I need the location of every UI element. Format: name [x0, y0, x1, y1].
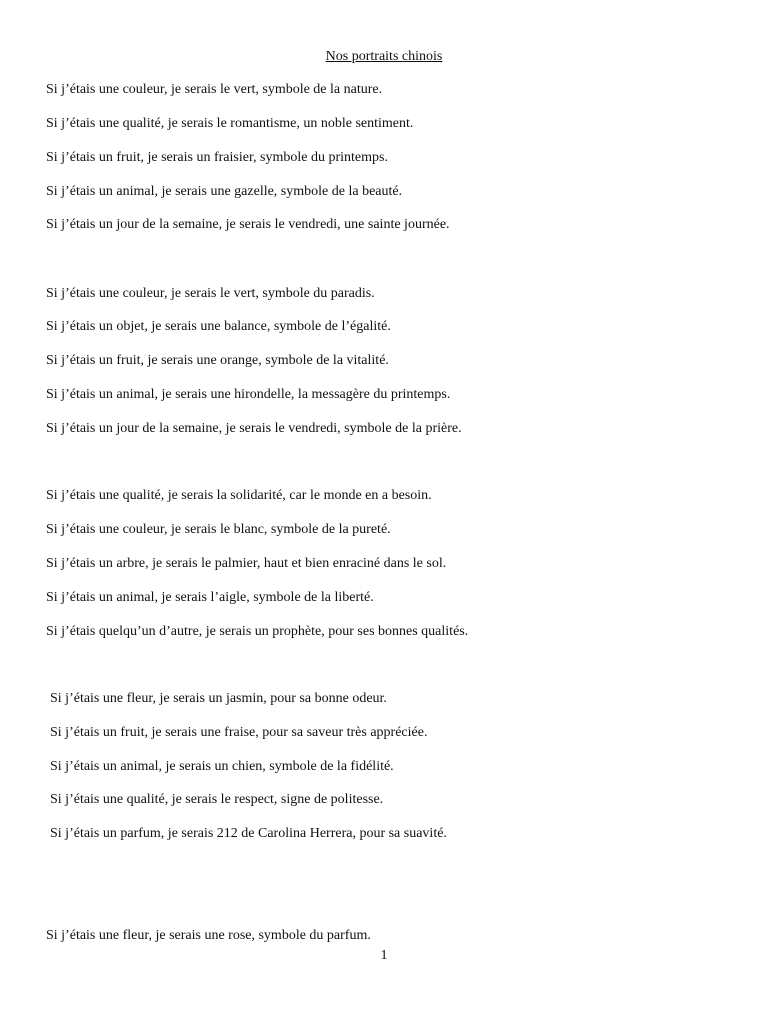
text-line: Si j’étais un fruit, je serais une fraise, pour sa saveur très appréciée. [50, 725, 428, 740]
text-line: Si j’étais une fleur, je serais un jasmin, pour sa bonne odeur. [50, 691, 387, 706]
text-line: Si j’étais un parfum, je serais 212 de Carolina Herrera, pour sa suavité. [50, 826, 447, 841]
page-number: 1 [380, 948, 388, 963]
text-line: Si j’étais un animal, je serais une hirondelle, la messagère du printemps. [46, 387, 451, 402]
text-line: Si j’étais une couleur, je serais le blanc, symbole de la pureté. [46, 522, 391, 537]
text-line: Si j’étais un arbre, je serais le palmier, haut et bien enraciné dans le sol. [46, 556, 447, 571]
text-line: Si j’étais un jour de la semaine, je serais le vendredi, symbole de la prière. [46, 421, 462, 436]
text-line: Si j’étais quelqu’un d’autre, je serais un prophète, pour ses bonnes qualités. [46, 624, 469, 639]
text-line: Si j’étais un objet, je serais une balance, symbole de l’égalité. [46, 319, 391, 334]
text-line: Si j’étais une qualité, je serais la solidarité, car le monde en a besoin. [46, 488, 432, 503]
page-title: Nos portraits chinois [325, 49, 443, 64]
text-line: Si j’étais un animal, je serais une gazelle, symbole de la beauté. [46, 184, 403, 199]
text-line: Si j’étais un fruit, je serais une orange, symbole de la vitalité. [46, 353, 389, 368]
text-line: Si j’étais une qualité, je serais le respect, signe de politesse. [50, 792, 384, 807]
text-line: Si j’étais un jour de la semaine, je serais le vendredi, une sainte journée. [46, 217, 450, 232]
text-line: Si j’étais un animal, je serais l’aigle, symbole de la liberté. [46, 590, 374, 605]
text-line: Si j’étais une couleur, je serais le vert, symbole du paradis. [46, 286, 375, 301]
text-line: Si j’étais une couleur, je serais le vert, symbole de la nature. [46, 82, 383, 97]
text-line: Si j’étais un fruit, je serais un fraisier, symbole du printemps. [46, 150, 388, 165]
text-line: Si j’étais un animal, je serais un chien, symbole de la fidélité. [50, 759, 394, 774]
text-line: Si j’étais une qualité, je serais le romantisme, un noble sentiment. [46, 116, 414, 131]
text-line: Si j’étais une fleur, je serais une rose, symbole du parfum. [46, 928, 371, 943]
